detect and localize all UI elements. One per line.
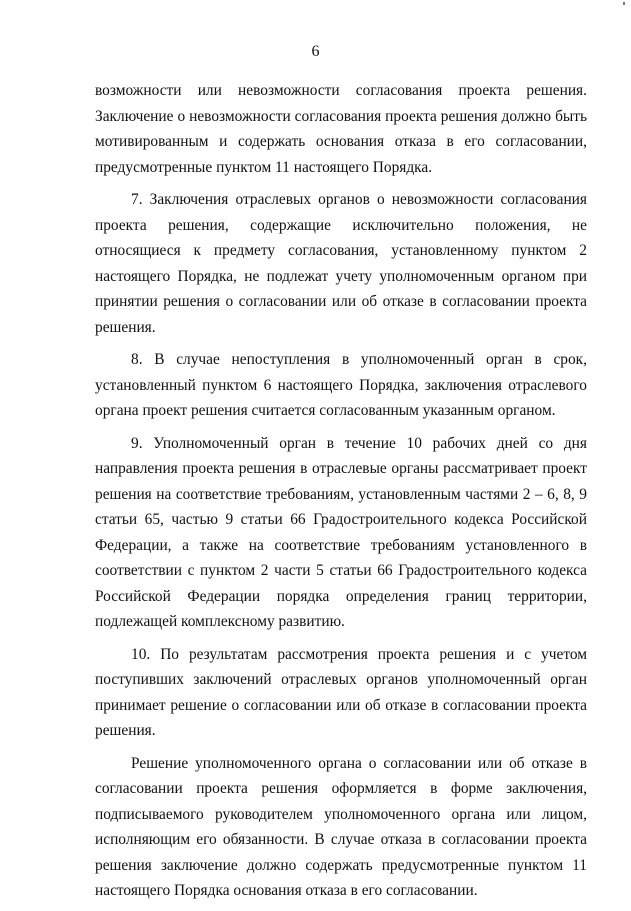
paragraph-item-8: 8. В случае непоступления в уполномоченный орган в срок, установленный пунктом 6 настоящего Порядка, заключения отраслевого органа проект решения считается согласованным указанным органом.: [95, 351, 587, 419]
scan-mark: [623, 2, 625, 5]
paragraph-continuation: возможности или невозможности согласования проекта решения. Заключение о невозможности согласования проекта решения должно быть мотивированным и содержать основания отказа в его согласовании, предусмотренные пунктом 11 настоящего Порядка.: [95, 82, 587, 176]
paragraph-item-10: 10. По результатам рассмотрения проекта решения и с учетом поступивших заключений отраслевых органов уполномоченный орган принимает решение о согласовании или об отказе в согласовании проекта решения.: [95, 645, 587, 739]
paragraph-item-7: 7. Заключения отраслевых органов о невозможности согласования проекта решения, содержащие исключительно положения, не относящиеся к предмету согласования, установленному пунктом 2 настоящего Порядка, не подлежат учету уполномоченным органом при принятии решения о согласовании или об отказе в согласовании проекта решения.: [95, 191, 587, 336]
document-body: [95, 78, 587, 911]
page-number: 6: [311, 43, 320, 60]
paragraph-item-9: 9. Уполномоченный орган в течение 10 рабочих дней со дня направления проекта решения в отраслевые органы рассматривает проект решения на соответствие требованиям, установленным частями 2 – 6, 8, 9 статьи 65, частью 9 статьи 66 Градостроительного кодекса Российской Федерации, а также на соответствие требованиям установленного в соответствии с пунктом 2 части 5 статьи 66 Градостроительного кодекса Российской Федерации порядка определения границ территории, подлежащей комплексному развитию.: [95, 434, 587, 630]
paragraph-decision: Решение уполномоченного органа о согласовании или об отказе в согласовании проекта решения оформляется в форме заключения, подписываемого руководителем уполномоченного органа или лицом, исполняющим его обязанности. В случае отказа в согласовании проекта решения заключение должно содержать предусмотренные пунктом 11 настоящего Порядка основания отказа в его согласовании.: [95, 754, 587, 899]
